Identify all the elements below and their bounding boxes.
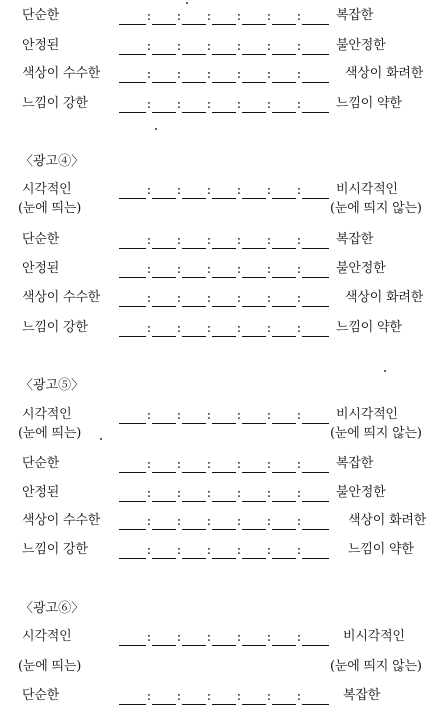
scale-separator: : xyxy=(206,183,212,198)
scale-separator: : xyxy=(296,514,302,529)
rating-scale[interactable] xyxy=(119,689,329,705)
scale-row xyxy=(0,230,445,250)
left-anchor-sublabel: (눈에 띄는) xyxy=(18,426,82,441)
scale-separator: : xyxy=(266,321,272,336)
scale-separator: : xyxy=(266,183,272,198)
scale-blank[interactable] xyxy=(212,82,236,83)
scale-blank[interactable] xyxy=(302,248,329,249)
right-anchor-label: 복잡한 xyxy=(343,688,381,703)
scale-blank[interactable] xyxy=(242,558,266,559)
scale-separator: : xyxy=(206,514,212,529)
right-anchor-label: 느낌이 약한 xyxy=(336,96,402,111)
scale-separator: : xyxy=(176,543,182,558)
scale-separator: : xyxy=(206,262,212,277)
rating-scale[interactable] xyxy=(119,457,329,473)
scale-separator: : xyxy=(266,9,272,24)
scale-blank[interactable] xyxy=(152,112,176,113)
scale-separator: : xyxy=(236,408,242,423)
scale-blank[interactable] xyxy=(272,306,296,307)
scale-separator: : xyxy=(176,321,182,336)
scale-separator: : xyxy=(296,262,302,277)
scale-blank[interactable] xyxy=(119,248,146,249)
scale-separator: : xyxy=(146,9,152,24)
scale-blank[interactable] xyxy=(272,24,296,25)
scale-blank[interactable] xyxy=(242,472,266,473)
scale-separator: : xyxy=(236,39,242,54)
rating-scale[interactable] xyxy=(119,183,329,199)
left-anchor-label: 느낌이 강한 xyxy=(22,96,88,111)
scale-blank[interactable] xyxy=(242,198,266,199)
scale-separator: : xyxy=(266,543,272,558)
scale-separator: : xyxy=(296,486,302,501)
rating-scale[interactable] xyxy=(119,514,329,530)
scale-blank[interactable] xyxy=(272,277,296,278)
right-anchor-sublabel: (눈에 띄지 않는) xyxy=(330,201,422,216)
scale-separator: : xyxy=(236,689,242,704)
scale-blank[interactable] xyxy=(152,277,176,278)
scale-blank[interactable] xyxy=(242,423,266,424)
scale-separator: : xyxy=(146,543,152,558)
scale-blank[interactable] xyxy=(212,54,236,55)
scale-row xyxy=(0,483,445,503)
scale-separator: : xyxy=(296,9,302,24)
scale-blank[interactable] xyxy=(302,277,329,278)
left-anchor-label: 단순한 xyxy=(22,8,60,23)
scale-blank[interactable] xyxy=(119,645,146,646)
scale-blank[interactable] xyxy=(182,24,206,25)
scale-separator: : xyxy=(296,233,302,248)
scale-row xyxy=(0,36,445,56)
scale-separator: : xyxy=(236,630,242,645)
rating-scale[interactable] xyxy=(119,630,329,646)
scale-separator: : xyxy=(146,291,152,306)
scale-separator: : xyxy=(176,457,182,472)
scale-separator: : xyxy=(236,183,242,198)
scale-blank[interactable] xyxy=(119,529,146,530)
scale-separator: : xyxy=(236,457,242,472)
right-anchor-label: 비시각적인 xyxy=(336,182,398,197)
scale-blank[interactable] xyxy=(119,306,146,307)
scale-blank[interactable] xyxy=(212,336,236,337)
scale-blank[interactable] xyxy=(212,198,236,199)
scale-separator: : xyxy=(296,543,302,558)
scan-speck xyxy=(384,370,386,372)
scale-separator: : xyxy=(176,486,182,501)
scale-blank[interactable] xyxy=(119,112,146,113)
scale-blank[interactable] xyxy=(119,704,146,705)
left-anchor-label: 느낌이 강한 xyxy=(22,320,88,335)
scale-blank[interactable] xyxy=(212,423,236,424)
scale-blank[interactable] xyxy=(272,645,296,646)
scan-speck xyxy=(186,2,188,4)
scale-blank[interactable] xyxy=(242,336,266,337)
scale-blank[interactable] xyxy=(119,423,146,424)
scale-separator: : xyxy=(206,457,212,472)
right-anchor-label: 불안정한 xyxy=(336,261,386,276)
left-anchor-label: 단순한 xyxy=(22,688,60,703)
right-anchor-label: 불안정한 xyxy=(336,485,386,500)
left-anchor-label: 단순한 xyxy=(22,232,60,247)
scale-blank[interactable] xyxy=(119,336,146,337)
left-anchor-label: 안정된 xyxy=(22,261,60,276)
scale-row xyxy=(0,318,445,338)
right-anchor-label: 느낌이 약한 xyxy=(336,320,402,335)
scale-separator: : xyxy=(236,543,242,558)
scale-separator: : xyxy=(236,67,242,82)
scale-blank[interactable] xyxy=(302,82,329,83)
rating-scale[interactable] xyxy=(119,291,329,307)
scale-row xyxy=(0,511,445,531)
scale-blank[interactable] xyxy=(182,645,206,646)
rating-scale[interactable] xyxy=(119,39,329,55)
scale-separator: : xyxy=(206,39,212,54)
scale-blank[interactable] xyxy=(242,277,266,278)
right-anchor-label: 불안정한 xyxy=(336,38,386,53)
scale-separator: : xyxy=(146,97,152,112)
left-anchor-label: 시각적인 xyxy=(22,182,72,197)
scale-separator: : xyxy=(236,486,242,501)
scale-separator: : xyxy=(266,514,272,529)
right-anchor-label: 색상이 화려한 xyxy=(348,513,427,528)
scale-separator: : xyxy=(296,630,302,645)
scale-blank[interactable] xyxy=(302,423,329,424)
left-anchor-label: 시각적인 xyxy=(22,407,72,422)
scale-separator: : xyxy=(146,321,152,336)
scale-separator: : xyxy=(146,514,152,529)
scale-separator: : xyxy=(266,630,272,645)
section-heading: 〈광고⑥〉 xyxy=(20,601,85,616)
scale-separator: : xyxy=(146,262,152,277)
scale-blank[interactable] xyxy=(152,54,176,55)
scale-separator: : xyxy=(206,97,212,112)
scale-blank[interactable] xyxy=(182,501,206,502)
rating-scale[interactable] xyxy=(119,9,329,25)
scale-blank[interactable] xyxy=(272,501,296,502)
scale-separator: : xyxy=(206,689,212,704)
scale-blank[interactable] xyxy=(272,82,296,83)
scale-blank[interactable] xyxy=(242,306,266,307)
scale-row xyxy=(0,405,445,425)
scale-blank[interactable] xyxy=(182,423,206,424)
scale-blank[interactable] xyxy=(212,248,236,249)
scale-blank[interactable] xyxy=(242,645,266,646)
scale-separator: : xyxy=(236,514,242,529)
scale-row xyxy=(0,64,445,84)
scale-separator: : xyxy=(176,183,182,198)
scale-blank[interactable] xyxy=(152,336,176,337)
scale-blank[interactable] xyxy=(182,54,206,55)
left-anchor-label: 색상이 수수한 xyxy=(22,66,101,81)
scale-separator: : xyxy=(266,233,272,248)
scale-row xyxy=(0,6,445,26)
right-anchor-label: 색상이 화려한 xyxy=(345,290,424,305)
scale-blank[interactable] xyxy=(212,112,236,113)
rating-scale[interactable] xyxy=(119,67,329,83)
right-anchor-label: 비시각적인 xyxy=(343,629,405,644)
scale-separator: : xyxy=(176,689,182,704)
section-heading: 〈광고⑤〉 xyxy=(20,378,85,393)
scale-blank[interactable] xyxy=(302,24,329,25)
scale-blank[interactable] xyxy=(182,198,206,199)
scale-blank[interactable] xyxy=(182,336,206,337)
scale-separator: : xyxy=(146,67,152,82)
scale-separator: : xyxy=(296,39,302,54)
scale-separator: : xyxy=(176,262,182,277)
left-anchor-sublabel: (눈에 띄는) xyxy=(18,659,82,674)
scale-blank[interactable] xyxy=(302,645,329,646)
scale-blank[interactable] xyxy=(272,423,296,424)
scale-blank[interactable] xyxy=(119,24,146,25)
scale-blank[interactable] xyxy=(302,472,329,473)
scale-separator: : xyxy=(206,233,212,248)
scale-separator: : xyxy=(146,183,152,198)
scale-row xyxy=(0,686,445,706)
scale-separator: : xyxy=(176,514,182,529)
scale-blank[interactable] xyxy=(302,306,329,307)
left-anchor-sublabel: (눈에 띄는) xyxy=(18,201,82,216)
scale-separator: : xyxy=(296,321,302,336)
right-anchor-label: 색상이 화려한 xyxy=(345,66,424,81)
scale-separator: : xyxy=(266,67,272,82)
right-anchor-sublabel: (눈에 띄지 않는) xyxy=(330,659,422,674)
scale-blank[interactable] xyxy=(152,423,176,424)
scale-row xyxy=(0,259,445,279)
scale-blank[interactable] xyxy=(242,112,266,113)
scale-blank[interactable] xyxy=(182,112,206,113)
scale-blank[interactable] xyxy=(152,248,176,249)
scale-blank[interactable] xyxy=(272,198,296,199)
scale-separator: : xyxy=(296,67,302,82)
scale-blank[interactable] xyxy=(242,704,266,705)
scale-blank[interactable] xyxy=(152,82,176,83)
scale-separator: : xyxy=(266,39,272,54)
right-anchor-label: 복잡한 xyxy=(336,8,374,23)
scale-separator: : xyxy=(206,67,212,82)
scale-blank[interactable] xyxy=(182,704,206,705)
left-anchor-label: 색상이 수수한 xyxy=(22,290,101,305)
scale-separator: : xyxy=(146,233,152,248)
scale-separator: : xyxy=(206,9,212,24)
scale-blank[interactable] xyxy=(182,306,206,307)
scale-blank[interactable] xyxy=(212,472,236,473)
left-anchor-label: 느낌이 강한 xyxy=(22,542,88,557)
scan-speck xyxy=(155,128,157,130)
scale-blank[interactable] xyxy=(272,54,296,55)
scale-separator: : xyxy=(176,630,182,645)
scale-separator: : xyxy=(206,630,212,645)
scale-separator: : xyxy=(176,9,182,24)
scale-separator: : xyxy=(146,486,152,501)
scale-row xyxy=(0,288,445,308)
scale-separator: : xyxy=(146,630,152,645)
scale-blank[interactable] xyxy=(212,645,236,646)
scale-blank[interactable] xyxy=(272,558,296,559)
scale-blank[interactable] xyxy=(302,529,329,530)
scale-separator: : xyxy=(206,408,212,423)
scale-separator: : xyxy=(296,183,302,198)
scale-blank[interactable] xyxy=(212,277,236,278)
right-anchor-label: 비시각적인 xyxy=(336,407,398,422)
scale-blank[interactable] xyxy=(182,529,206,530)
scale-blank[interactable] xyxy=(119,472,146,473)
scale-separator: : xyxy=(266,262,272,277)
rating-scale[interactable] xyxy=(119,486,329,502)
rating-scale[interactable] xyxy=(119,408,329,424)
scale-blank[interactable] xyxy=(242,529,266,530)
scale-blank[interactable] xyxy=(119,198,146,199)
scale-separator: : xyxy=(296,291,302,306)
scale-blank[interactable] xyxy=(272,336,296,337)
scale-separator: : xyxy=(296,97,302,112)
scan-speck xyxy=(100,438,102,440)
scale-blank[interactable] xyxy=(302,336,329,337)
scale-blank[interactable] xyxy=(182,558,206,559)
scale-separator: : xyxy=(176,97,182,112)
scale-blank[interactable] xyxy=(302,54,329,55)
rating-scale[interactable] xyxy=(119,262,329,278)
scale-row xyxy=(0,180,445,200)
scale-blank[interactable] xyxy=(152,558,176,559)
scale-blank[interactable] xyxy=(119,54,146,55)
scale-separator: : xyxy=(206,321,212,336)
scale-separator: : xyxy=(236,291,242,306)
scale-row xyxy=(0,454,445,474)
scale-blank[interactable] xyxy=(302,198,329,199)
scale-separator: : xyxy=(266,486,272,501)
scale-blank[interactable] xyxy=(272,472,296,473)
scale-separator: : xyxy=(236,321,242,336)
scale-separator: : xyxy=(206,291,212,306)
scale-separator: : xyxy=(176,67,182,82)
rating-scale[interactable] xyxy=(119,543,329,559)
scale-blank[interactable] xyxy=(242,82,266,83)
scale-blank[interactable] xyxy=(119,277,146,278)
scale-separator: : xyxy=(146,39,152,54)
scale-row xyxy=(0,540,445,560)
scale-blank[interactable] xyxy=(212,558,236,559)
left-anchor-label: 시각적인 xyxy=(22,629,72,644)
section-heading: 〈광고④〉 xyxy=(20,154,85,169)
scale-blank[interactable] xyxy=(242,501,266,502)
scale-blank[interactable] xyxy=(242,248,266,249)
scale-separator: : xyxy=(296,689,302,704)
scale-blank[interactable] xyxy=(302,112,329,113)
scale-blank[interactable] xyxy=(242,24,266,25)
scale-separator: : xyxy=(176,408,182,423)
scale-blank[interactable] xyxy=(302,501,329,502)
scale-blank[interactable] xyxy=(302,558,329,559)
scale-separator: : xyxy=(266,689,272,704)
scale-blank[interactable] xyxy=(272,248,296,249)
rating-scale[interactable] xyxy=(119,321,329,337)
left-anchor-label: 안정된 xyxy=(22,38,60,53)
scale-blank[interactable] xyxy=(182,277,206,278)
left-anchor-label: 색상이 수수한 xyxy=(22,513,101,528)
scale-separator: : xyxy=(296,457,302,472)
right-anchor-label: 복잡한 xyxy=(336,232,374,247)
scale-blank[interactable] xyxy=(119,501,146,502)
scale-blank[interactable] xyxy=(152,472,176,473)
scale-blank[interactable] xyxy=(212,704,236,705)
scale-separator: : xyxy=(266,97,272,112)
scale-blank[interactable] xyxy=(152,198,176,199)
scale-separator: : xyxy=(266,408,272,423)
scale-separator: : xyxy=(176,233,182,248)
scale-separator: : xyxy=(296,408,302,423)
scale-blank[interactable] xyxy=(272,112,296,113)
scale-blank[interactable] xyxy=(119,82,146,83)
scale-blank[interactable] xyxy=(212,529,236,530)
scale-separator: : xyxy=(146,689,152,704)
scale-blank[interactable] xyxy=(212,24,236,25)
scale-blank[interactable] xyxy=(182,82,206,83)
scale-separator: : xyxy=(176,39,182,54)
scale-blank[interactable] xyxy=(242,54,266,55)
scale-separator: : xyxy=(236,233,242,248)
scale-separator: : xyxy=(236,9,242,24)
scale-blank[interactable] xyxy=(182,248,206,249)
scale-separator: : xyxy=(236,97,242,112)
scale-separator: : xyxy=(266,291,272,306)
scale-blank[interactable] xyxy=(272,529,296,530)
scale-separator: : xyxy=(266,457,272,472)
scale-blank[interactable] xyxy=(272,704,296,705)
scale-blank[interactable] xyxy=(212,501,236,502)
right-anchor-label: 복잡한 xyxy=(336,456,374,471)
scale-separator: : xyxy=(146,457,152,472)
rating-scale[interactable] xyxy=(119,233,329,249)
scale-blank[interactable] xyxy=(152,501,176,502)
scale-blank[interactable] xyxy=(119,558,146,559)
scale-separator: : xyxy=(206,543,212,558)
scale-blank[interactable] xyxy=(152,704,176,705)
scale-separator: : xyxy=(176,291,182,306)
scale-blank[interactable] xyxy=(152,529,176,530)
rating-scale[interactable] xyxy=(119,97,329,113)
scale-blank[interactable] xyxy=(152,24,176,25)
scale-separator: : xyxy=(206,486,212,501)
right-anchor-label: 느낌이 약한 xyxy=(348,542,414,557)
scale-blank[interactable] xyxy=(212,306,236,307)
scale-blank[interactable] xyxy=(152,645,176,646)
scale-blank[interactable] xyxy=(302,704,329,705)
scale-row xyxy=(0,94,445,114)
scale-blank[interactable] xyxy=(152,306,176,307)
scale-row xyxy=(0,627,445,647)
scale-separator: : xyxy=(236,262,242,277)
left-anchor-label: 단순한 xyxy=(22,456,60,471)
scale-separator: : xyxy=(146,408,152,423)
right-anchor-sublabel: (눈에 띄지 않는) xyxy=(330,426,422,441)
left-anchor-label: 안정된 xyxy=(22,485,60,500)
scale-blank[interactable] xyxy=(182,472,206,473)
